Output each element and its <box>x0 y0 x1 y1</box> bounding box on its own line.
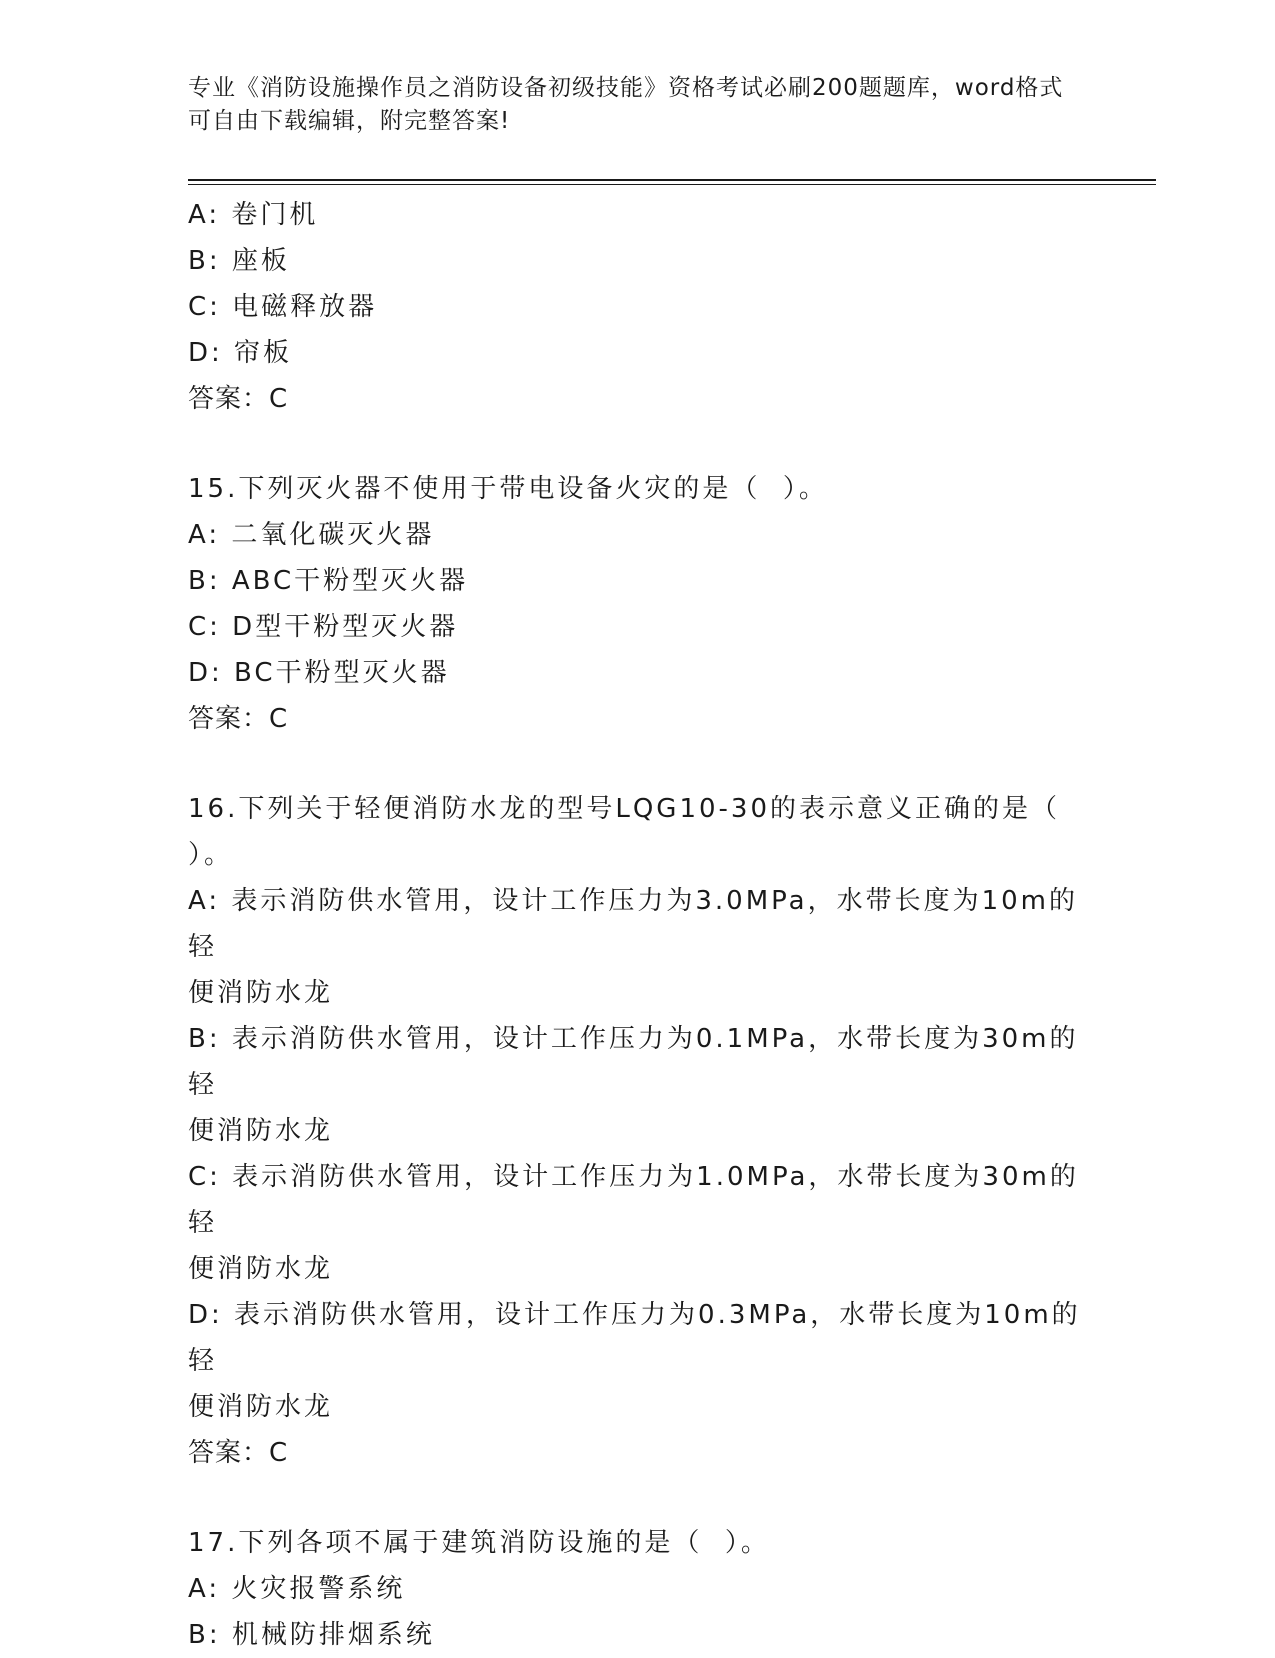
q16-question-line2: ）。 <box>188 840 234 870</box>
q16-option-a-line2: 便消防水龙 <box>188 978 334 1008</box>
q14-option-b: B: 座板 <box>188 246 290 276</box>
q16-question-line1: 16.下列关于轻便消防水龙的型号LQG10-30的表示意义正确的是（ <box>188 794 1060 824</box>
document-header: 专业《消防设施操作员之消防设备初级技能》资格考试必刷200题题库，word格式可自由下载编辑，附完整答案! <box>188 75 1064 134</box>
question-block-15 <box>188 466 1088 742</box>
q15-option-d: D: BC干粉型灭火器 <box>188 658 450 688</box>
q16-option-c-line2: 便消防水龙 <box>188 1254 334 1284</box>
q15-question: 15.下列灭火器不使用于带电设备火灾的是（ ）。 <box>188 474 828 504</box>
q15-option-a: A: 二氧化碳灭火器 <box>188 520 435 550</box>
q17-question: 17.下列各项不属于建筑消防设施的是（ ）。 <box>188 1528 770 1558</box>
q16-option-a-line1: A: 表示消防供水管用，设计工作压力为3.0MPa，水带长度为10m的轻 <box>188 886 1078 962</box>
q15-option-b: B: ABC干粉型灭火器 <box>188 566 469 596</box>
question-block-14 <box>188 192 1088 422</box>
q15-option-c: C: D型干粉型灭火器 <box>188 612 459 642</box>
q16-option-b-line1: B: 表示消防供水管用，设计工作压力为0.1MPa，水带长度为30m的轻 <box>188 1024 1079 1100</box>
q14-answer: 答案：C <box>188 384 289 414</box>
q16-option-c-line1: C: 表示消防供水管用，设计工作压力为1.0MPa，水带长度为30m的轻 <box>188 1162 1079 1238</box>
q15-answer: 答案：C <box>188 704 289 734</box>
q17-option-b: B: 机械防排烟系统 <box>188 1620 435 1650</box>
header-rule-thin <box>188 184 1156 185</box>
q16-option-d-line2: 便消防水龙 <box>188 1392 334 1422</box>
q17-option-a: A: 火灾报警系统 <box>188 1574 406 1604</box>
q16-option-d-line1: D: 表示消防供水管用，设计工作压力为0.3MPa，水带长度为10m的轻 <box>188 1300 1081 1376</box>
q14-option-d: D: 帘板 <box>188 338 293 368</box>
question-block-17 <box>188 1520 1088 1658</box>
q16-option-b-line2: 便消防水龙 <box>188 1116 334 1146</box>
question-list <box>188 192 1088 1658</box>
q14-option-c: C: 电磁释放器 <box>188 292 378 322</box>
header-rule-thick <box>188 179 1156 181</box>
q14-option-a: A: 卷门机 <box>188 200 319 230</box>
question-block-16 <box>188 786 1088 1476</box>
q16-answer: 答案：C <box>188 1438 289 1468</box>
